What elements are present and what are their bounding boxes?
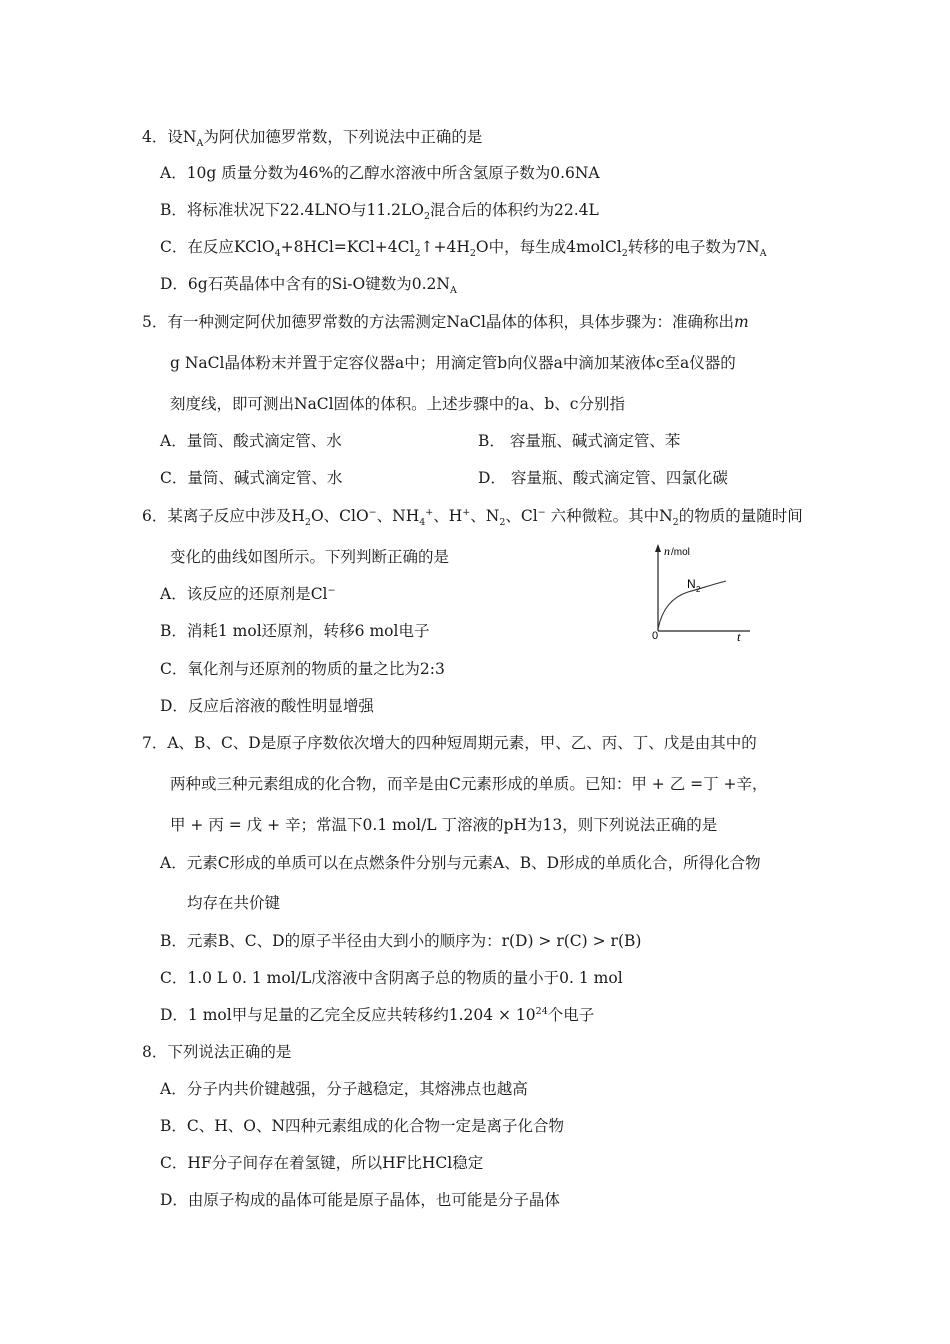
q8-option-d: D．由原子构成的晶体可能是原子晶体，也可能是分子晶体 <box>160 1191 560 1209</box>
q5-stem-line3: 刻度线，即可测出NaCl固体的体积。上述步骤中的a、b、c分别指 <box>170 395 625 413</box>
q6-stem-line2: 变化的曲线如图所示。下列判断正确的是 <box>170 548 450 566</box>
y-axis-label-n: n <box>664 544 670 558</box>
q7-option-a-line2: 均存在共价键 <box>187 894 281 912</box>
n2-amount-graph <box>640 535 760 645</box>
q5-option-a: A．量筒、酸式滴定管、水 <box>160 432 342 450</box>
q6-option-c: C．氧化剂与还原剂的物质的量之比为2:3 <box>160 660 445 678</box>
y-axis-label-unit: /mol <box>671 547 690 558</box>
q4-option-d: D．6g石英晶体中含有的Si-O键数为$0.2N_A$ <box>160 275 457 297</box>
q4-option-b: B．将标准状况下22.4LNO与$11.2LO_2$混合后的体积约为22.4L <box>160 201 599 223</box>
q4-option-a: A．10g 质量分数为46%的乙醇水溶液中所含氢原子数为0.6NA <box>160 164 600 182</box>
q5-stem-line1: 5．有一种测定阿伏加德罗常数的方法需测定NaCl晶体的体积，具体步骤为：准确称出m <box>142 313 749 331</box>
x-axis-label: t <box>737 629 741 644</box>
q7-option-c: C．1.0 L 0. 1 mol/L戊溶液中含阴离子总的物质的量小于0. 1 mol <box>160 969 623 987</box>
q7-option-d: D．1 mol甲与足量的乙完全反应共转移约$1.204 \times 10^{24}$个电子 <box>160 1005 595 1024</box>
q8-option-a: A．分子内共价键越强，分子越稳定，其熔沸点也越高 <box>160 1080 528 1098</box>
q6-stem-line1: 6．某离子反应中涉及$H_2O$、ClO−、$NH_4^+$、H+、$N_2$、Cl− 六种微粒。其中$N_2$的物质的量随时间 <box>142 506 803 529</box>
q8-option-b: B．C、H、O、N四种元素组成的化合物一定是离子化合物 <box>160 1117 565 1135</box>
q7-stem-line2: 两种或三种元素组成的化合物，而辛是由C元素形成的单质。已知：甲 + 乙 =丁 +辛， <box>170 775 768 793</box>
q4-option-c: C．在反应$KClO_4+8HCl=KCl+4Cl_2↑+4H_2O$中，每生成4molCl$_2$转移的电子数为$7N_A$ <box>160 238 767 260</box>
q6-option-d: D．反应后溶液的酸性明显增强 <box>160 697 374 715</box>
q4-stem: 4．设$N_A$为阿伏加德罗常数，下列说法中正确的是 <box>142 128 483 150</box>
q6-option-b: B．消耗1 mol还原剂，转移6 mol电子 <box>160 622 430 640</box>
q8-stem: 8．下列说法正确的是 <box>142 1043 292 1061</box>
q7-option-b: B．元素B、C、D的原子半径由大到小的顺序为：r(D) > r(C) > r(B) <box>160 932 642 950</box>
q7-stem-line3: 甲 + 丙 = 戊 + 辛；常温下0.1 mol/L 丁溶液的pH为13，则下列说法正确的是 <box>170 816 718 834</box>
q5-stem-line2: g NaCl晶体粉末并置于定容仪器a中；用滴定管b向仪器a中滴加某液体c至a仪器的 <box>170 354 736 372</box>
q5-option-d: D． 容量瓶、酸式滴定管、四氯化碳 <box>478 469 728 487</box>
y-axis-arrow <box>655 544 661 552</box>
curve-label-sub: 2 <box>696 585 701 594</box>
q5-option-b: B． 容量瓶、碱式滴定管、苯 <box>478 432 681 450</box>
q7-option-a-line1: A．元素C形成的单质可以在点燃条件分别与元素A、B、D形成的单质化合，所得化合物 <box>160 854 761 872</box>
q5-option-c: C．量筒、碱式滴定管、水 <box>160 469 343 487</box>
origin-label: 0 <box>652 630 659 642</box>
q8-option-c: C．HF分子间存在着氢键，所以HF比HCl稳定 <box>160 1154 484 1172</box>
q7-stem-line1: 7．A、B、C、D是原子序数依次增大的四种短周期元素，甲、乙、丙、丁、戊是由其中的 <box>142 734 757 752</box>
curve-label: N <box>687 577 696 591</box>
q6-option-a: A．该反应的还原剂是Cl− <box>160 584 336 603</box>
